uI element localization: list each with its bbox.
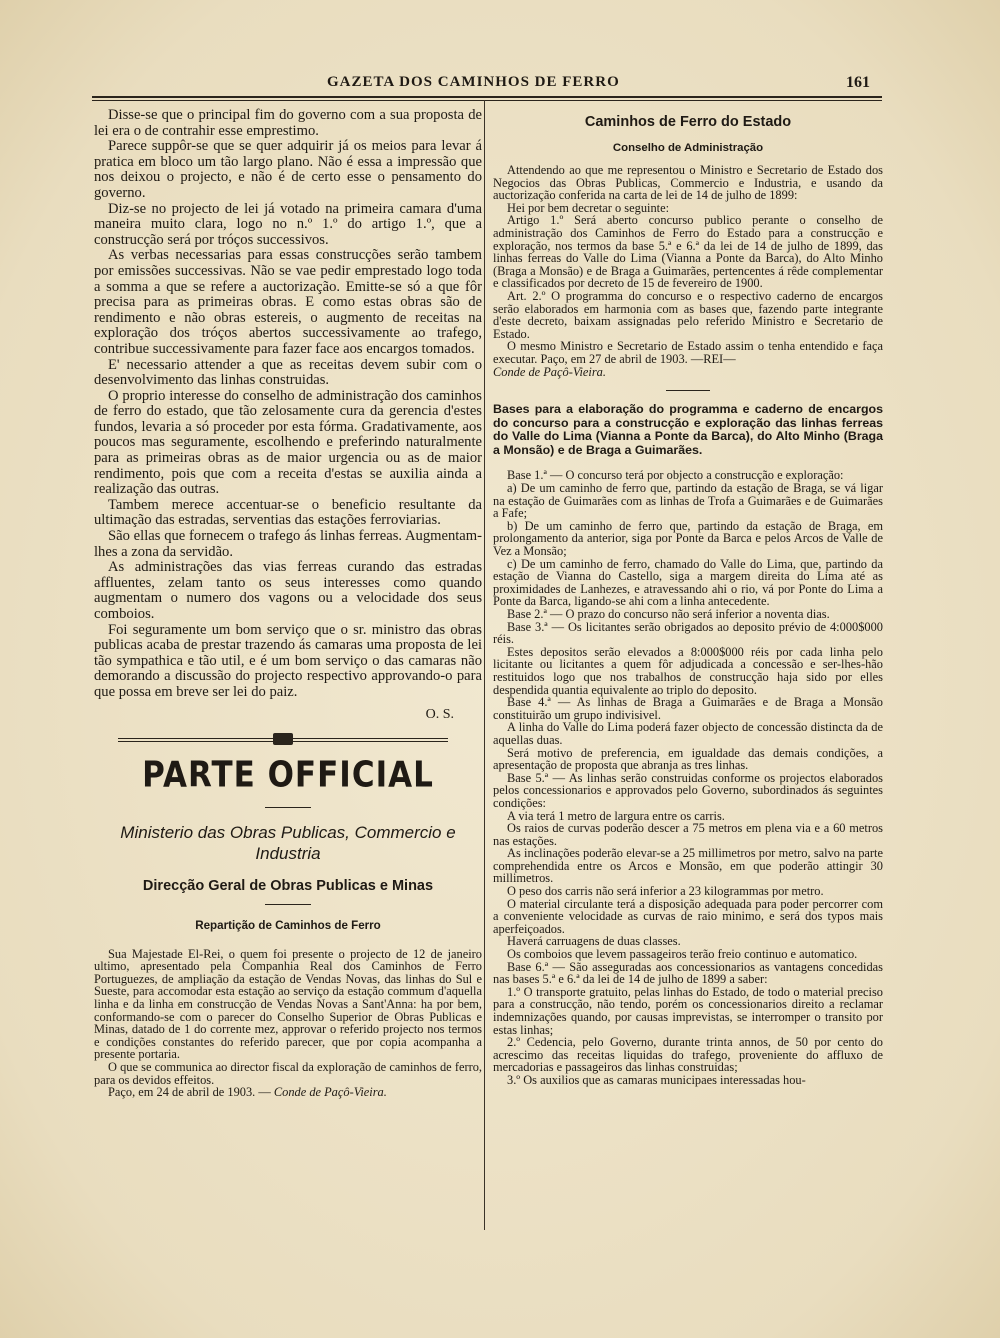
article-paragraph: Foi seguramente um bom serviço que o sr. ministro das obras publicas acaba de prestar trazendo ás camaras uma proposta de lei tão sympathica e tão util, e é um bom serviço o das camaras não demorando a discussão do projecto respectivo approvando-o para que possa em breve ser lei do paiz.	[94, 621, 482, 700]
decree-paragraph: Artigo 1.º Será aberto concurso publico perante o conselho de administração dos Caminhos de Ferro do Estado para a construcção e exploração, nos termos da base 5.ª e 6.ª da lei de 14 de julho de 1899, das linhas ferreas do Valle do Lima (Vianna a Ponte da Barca), do Alto Minho (Braga a Monsão) e de Braga a Guimarães, pertencentes á rêde complementar e classificados por decreto de 15 de fevereiro de 1900.	[493, 213, 883, 291]
decree-signature: Conde de Paçô-Vieira.	[273, 1085, 387, 1100]
article-paragraph: Tambem merece accentuar-se o beneficio resultante da ultimação das estradas, serventias das estações ferroviarias.	[94, 496, 482, 529]
decree-paragraph: Hei por bem decretar o seguinte:	[507, 200, 670, 215]
base-paragraph: a) De um caminho de ferro que, partindo da estação de Braga, se vá ligar na estação de Guimarães com as linhas de Trofa a Guimarães e de Guimarães a Fafe;	[493, 481, 883, 521]
base-paragraph: A via terá 1 metro de largura entre os carris.	[507, 808, 725, 823]
bases-heading: Bases para a elaboração do programma e caderno de encargos do concurso para a construcção e exploração das linhas ferreas do Valle do Lima (Vianna a Ponte da Barca), do Alto Minho (Braga a Monsão) e de Braga a Guimarães.	[493, 402, 883, 457]
base-paragraph: Base 2.ª — O prazo do concurso não será inferior a noventa dias.	[507, 607, 830, 621]
short-rule	[265, 807, 311, 808]
article-signature: O. S.	[425, 706, 454, 722]
decree-paragraph: O que se communica ao director fiscal da exploração de caminhos de ferro, para os devidos effeitos.	[94, 1059, 482, 1087]
base-paragraph: Base 6.ª — São asseguradas aos concessionarios as vantagens concedidas nas bases 5.ª e 6.ª da lei de 14 de julho de 1899 a saber:	[493, 959, 883, 987]
left-column	[94, 108, 482, 1099]
ornament-icon	[273, 733, 293, 745]
right-column	[493, 110, 883, 1087]
article-paragraph: As administrações das vias ferreas curando das estradas affluentes, zelam tanto os seus interesses como quando augmentam o numero dos vagons ou a velocidade dos seus comboios.	[94, 559, 482, 622]
base-paragraph: As inclinações poderão elevar-se a 25 millimetros por metro, salvo na parte comprehendida entre os Arcos e Monsão, em que poderão attingir 30 millimetros.	[493, 846, 883, 886]
base-paragraph: Estes depositos serão elevados a 8:000$000 réis por cada linha pelo licitante ou licitantes a quem fôr adjudicada a concessão e ser-lhes-hão restituidos logo que nos trabalhos de construcção haja sido por elles despendida quantia equivalente ao triplo do deposito.	[493, 644, 883, 697]
base-paragraph: Será motivo de preferencia, em igualdade das demais condições, a apresentação de proposta que abranja as tres linhas.	[493, 745, 883, 773]
article-paragraph: Disse-se que o principal fim do governo com a sua proposta de lei era o de contrahir esse emprestimo.	[94, 107, 482, 139]
article-paragraph: As verbas necessarias para essas construcções serão tambem por emissões successivas. Não se vae pedir emprestado logo toda a somma a que se refere a auctorização. Emitte-se só a que fôr precisa para as primeiras obras. E como estas obras são de rendimento e não obras estereis, o augmento de receitas na exploração dos tróços abertos successivamente ao trafego, contribue successivamente para fazer face aos encargos tomados.	[94, 247, 482, 357]
article-paragraph: O proprio interesse do conselho de administração dos caminhos de ferro do estado, que tão zelosamente cura da gerencia d'estes fundos, levaria a só proceder por esta fórma. Gradativamente, aos poucos mas seguramente, escolhendo e preferindo naturalmente para as primeiras obras as de maior urgencia ou as de maior rendimento, pois que com a receita d'estas se auxilia ainda a realização das outras.	[94, 387, 482, 498]
article-paragraph: São ellas que fornecem o trafego ás linhas ferreas. Augmentam-lhes a zona da servidão.	[94, 528, 482, 560]
base-paragraph: O peso dos carris não será inferior a 23 kilogrammas por metro.	[507, 884, 824, 899]
page-number: 161	[846, 74, 870, 91]
decree-paragraph: Art. 2.º O programma do concurso e o respectivo caderno de encargos serão elaborados em harmonia com as bases que, fazendo parte integrante d'este decreto, baixam assignadas pelo referido Ministro e Secretario de Estado.	[493, 288, 883, 341]
header-rule	[92, 96, 882, 98]
direccao-heading: Direcção Geral de Obras Publicas e Minas	[142, 877, 434, 894]
ministry-heading: Ministerio das Obras Publicas, Commercio e Industria	[120, 822, 456, 863]
base-paragraph: 3.º Os auxilios que as camaras municipaes interessadas hou-	[507, 1072, 806, 1087]
base-paragraph: 2.º Cedencia, pelo Governo, durante trinta annos, de 50 por cento do acrescimo das receitas liquidas do trafego, proveniente do affluxo de mercadorias e passageiros das linhas construidas;	[493, 1035, 883, 1075]
base-paragraph: Base 4.ª — As linhas de Braga a Guimarães e de Braga a Monsão constituirão um grupo indivisivel.	[493, 695, 883, 722]
running-title: GAZETA DOS CAMINHOS DE FERRO	[327, 74, 620, 90]
reparticao-heading: Repartição de Caminhos de Ferro	[195, 918, 381, 932]
base-paragraph: Base 3.ª — Os licitantes serão obrigados ao deposito prévio de 4:000$000 réis.	[493, 619, 883, 647]
base-paragraph: O material circulante terá a disposição adequada para poder percorrer com a conveniente velocidade as curvas de raio minimo, e será dos typos mais aperfeiçoados.	[493, 896, 883, 936]
decree-closing	[94, 1086, 482, 1099]
page-header	[92, 72, 882, 102]
article-paragraph: Parece suppôr-se que se quer adquirir já os meios para levar á pratica em bloco um tão largo plano. Não é essa a impressão que nos deixou o projecto, e não é de certo esse o pensamento do governo.	[94, 138, 482, 201]
base-paragraph: 1.º O transporte gratuito, pelas linhas do Estado, de todo o material preciso para a construcção, não tendo, porém os concessionarios direito a reclamar indemnizações quando, por causas imprevistas, se interromper o transito por estas linhas;	[493, 984, 883, 1037]
decree-date: Paço, em 24 de abril de 1903. —	[108, 1085, 271, 1100]
base-paragraph: b) De um caminho de ferro que, partindo da estação de Braga, em prolongamento da anterior, siga por Ponte da Barca e pelos Arcos de Valle de Vez a Monsão;	[493, 518, 883, 559]
decree-paragraph: Attendendo ao que me representou o Ministro e Secretario de Estado dos Negocios das Obras Publicas, Commercio e Industria, e usando da auctorização conferida na carta de lei de 14 de julho de 1899:	[493, 163, 883, 203]
base-paragraph: Os comboios que levem passageiros terão freio continuo e automatico.	[507, 947, 858, 962]
base-paragraph: c) De um caminho de ferro, chamado do Valle do Lima, que, partindo da estação de Vianna do Castello, siga a margem direita do Lima até as proximidades de Lanhezes, e atravessando ahi o rio, vá por Ponte do Lima a Ponte da Barca, ligando-se ahi com a linha antecedente.	[493, 556, 883, 609]
short-rule	[265, 904, 311, 905]
article-paragraph: E' necessario attender a que as receitas devem subir com o desenvolvimento das linhas construidas.	[94, 356, 482, 389]
base-paragraph: Os raios de curvas poderão descer a 75 metros em plena via e a 60 metros nas estações.	[493, 821, 883, 848]
signature-text: Conde de Paçô-Vieira.	[493, 364, 606, 379]
column-divider	[484, 100, 485, 1230]
section-title: Caminhos de Ferro do Estado	[584, 114, 792, 130]
decree-signature	[493, 366, 883, 379]
section-subtitle: Conselho de Administração	[612, 142, 764, 154]
short-rule	[666, 390, 710, 391]
base-paragraph: Haverá carruagens de duas classes.	[507, 934, 681, 949]
base-paragraph: Base 5.ª — As linhas serão construidas conforme os projectos elaborados pelos concessionarios e approvados pelo Governo, subordinados ás seguintes condições:	[493, 770, 883, 810]
decree-paragraph: Sua Majestade El-Rei, o quem foi presente o projecto de 12 de janeiro ultimo, apresentado pela Companhia Real dos Caminhos de Ferro Portuguezes, de ampliação da estação de Vendas Novas, das linhas do Sul e Sueste, para accomodar esta estação ao serviço da estação commum d'aquella linha e da linha em construcção de Vendas Novas a Sant'Anna: ha por bem, conformando-se com o parecer do Conselho Superior de Obras Publicas e Minas, datado de 1 do corrente mez, approvar o referido projecto nos termos e condições constantes do referido parecer, que por copia acompanha a presente portaria.	[94, 946, 482, 1062]
header-rule-thin	[92, 100, 882, 101]
section-title: PARTE OFFICIAL	[142, 753, 434, 796]
article-paragraph: Diz-se no projecto de lei já votado na primeira camara d'uma maneira muito clara, logo no n.º 1.º do artigo 1.º, que a construcção será por tróços successivos.	[94, 200, 482, 248]
base-paragraph: A linha do Valle do Lima poderá fazer objecto de concessão distincta da de aquellas duas.	[493, 720, 883, 747]
base-paragraph: Base 1.ª — O concurso terá por objecto a construcção e exploração:	[507, 468, 844, 483]
ornamental-rule	[118, 733, 448, 745]
decree-paragraph: O mesmo Ministro e Secretario de Estado assim o tenha entendido e faça executar. Paço, em 27 de abril de 1903. —REI—	[493, 339, 883, 366]
